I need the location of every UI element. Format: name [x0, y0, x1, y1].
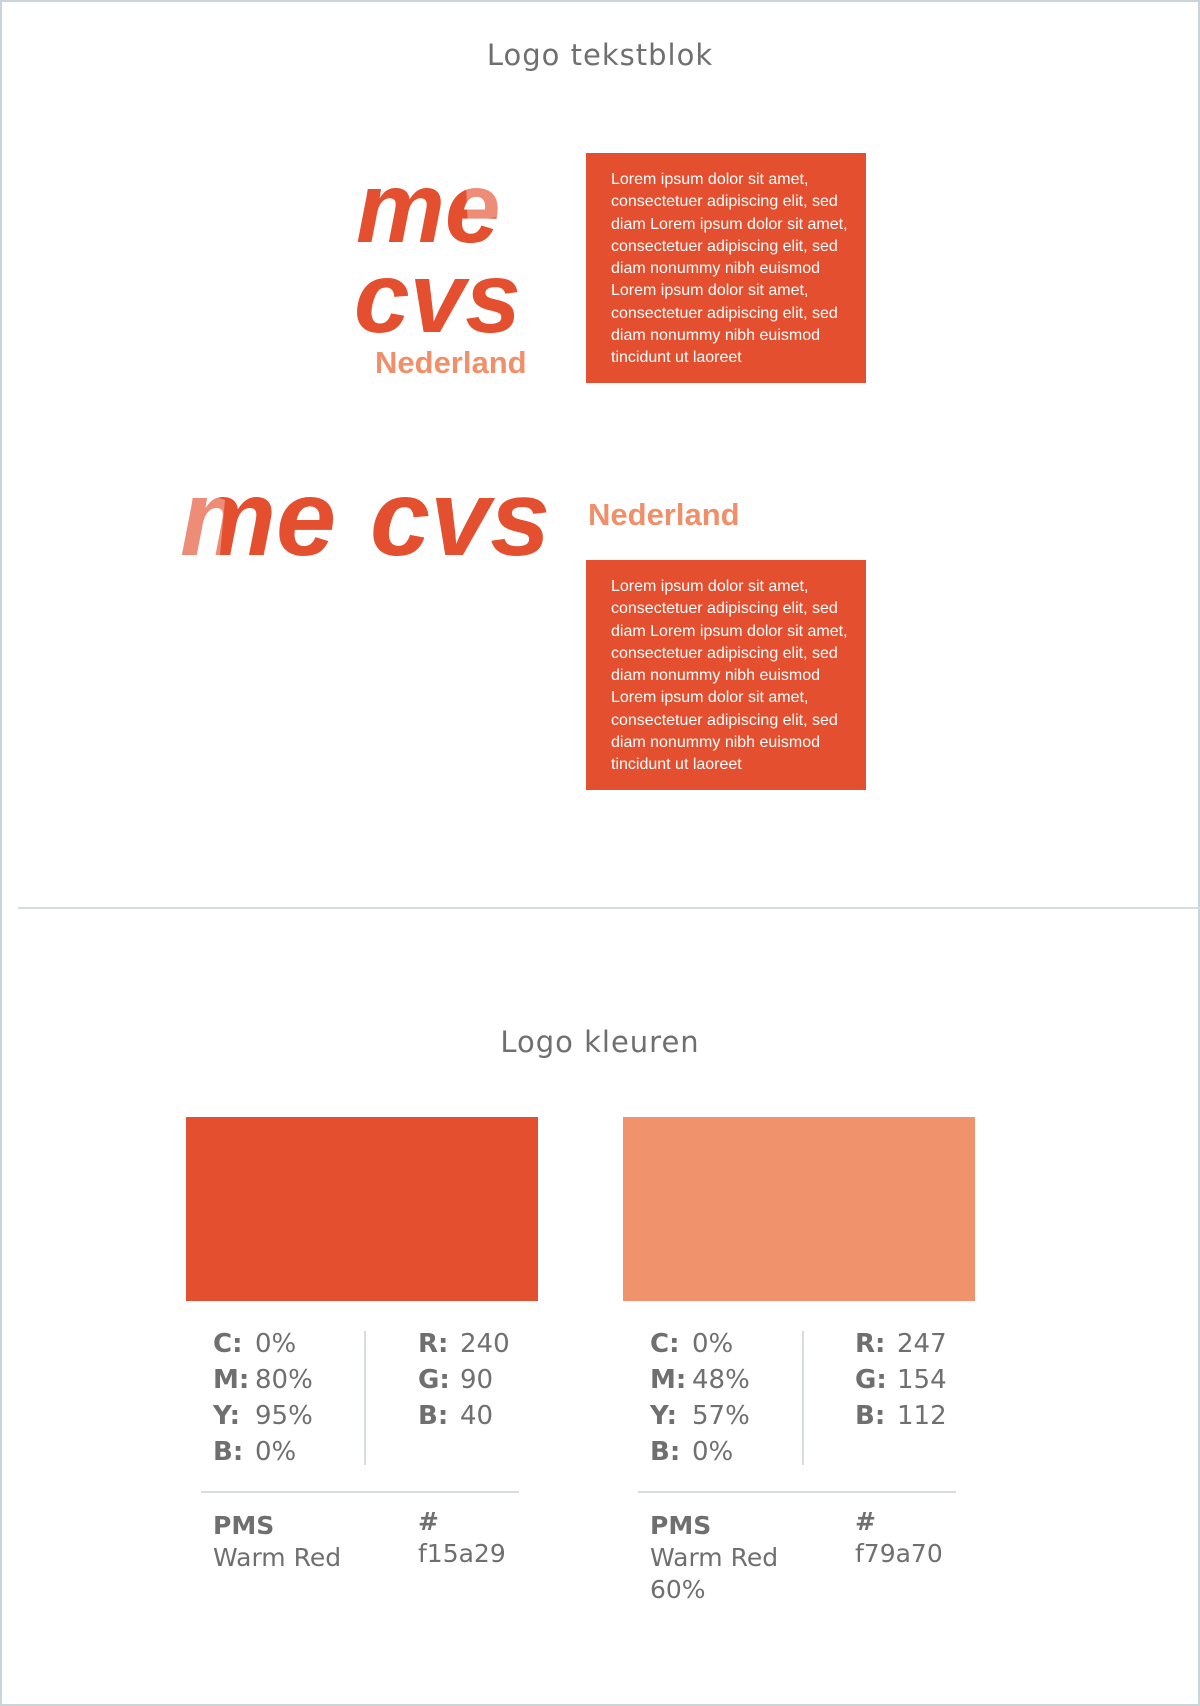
section-divider	[18, 907, 1200, 909]
logo-stacked-cvs: cvs	[354, 242, 521, 354]
text-block-2: Lorem ipsum dolor sit amet, consectetuer adipiscing elit, sed diam Lorem ipsum dolor sit amet, consectetuer adipiscing elit, sed diam nonummy nibh euismod Lorem ipsum dolor sit amet, consectetuer adipiscing elit, sed diam nonummy nibh euismod tincidunt ut laoreet	[586, 560, 866, 790]
text-block-1: Lorem ipsum dolor sit amet, consectetuer adipiscing elit, sed diam Lorem ipsum dolor sit amet, consectetuer adipiscing elit, sed diam nonummy nibh euismod Lorem ipsum dolor sit amet, consectetuer adipiscing elit, sed diam nonummy nibh euismod tincidunt ut laoreet	[586, 153, 866, 383]
logo-horizontal-nederland: Nederland	[588, 497, 740, 532]
color-swatch-warm-red	[186, 1117, 538, 1301]
logo-stacked	[350, 150, 580, 385]
section-title-colors: Logo kleuren	[500, 1025, 700, 1059]
logo-gloss	[180, 493, 225, 555]
logo-stacked-nederland: Nederland	[375, 345, 527, 380]
spec-divider-2	[802, 1331, 804, 1465]
section-title-textblock: Logo tekstblok	[486, 38, 714, 72]
hex-1: # f15a29	[418, 1507, 506, 1568]
logo-stacked-me: me	[356, 152, 501, 264]
pms-2: PMS Warm Red 60%	[650, 1511, 779, 1604]
pms-1: PMS Warm Red	[213, 1511, 342, 1572]
cmyk-values-1: C: 0% M: 80% Y: 95% B: 0%	[213, 1329, 313, 1467]
logo-horizontal	[180, 455, 760, 565]
hex-2: # f79a70	[855, 1507, 943, 1568]
logo-horizontal-me: me	[180, 457, 337, 565]
spec-rule-1	[201, 1491, 519, 1493]
color-swatch-warm-red-60	[623, 1117, 975, 1301]
rgb-values-1: R: 240 G: 90 B: 40	[418, 1329, 510, 1431]
spec-rule-2	[638, 1491, 956, 1493]
spec-divider-1	[364, 1331, 366, 1465]
rgb-values-2: R: 247 G: 154 B: 112	[855, 1329, 947, 1431]
cmyk-values-2: C: 0% M: 48% Y: 57% B: 0%	[650, 1329, 750, 1467]
logo-horizontal-cvs: cvs	[370, 457, 551, 565]
